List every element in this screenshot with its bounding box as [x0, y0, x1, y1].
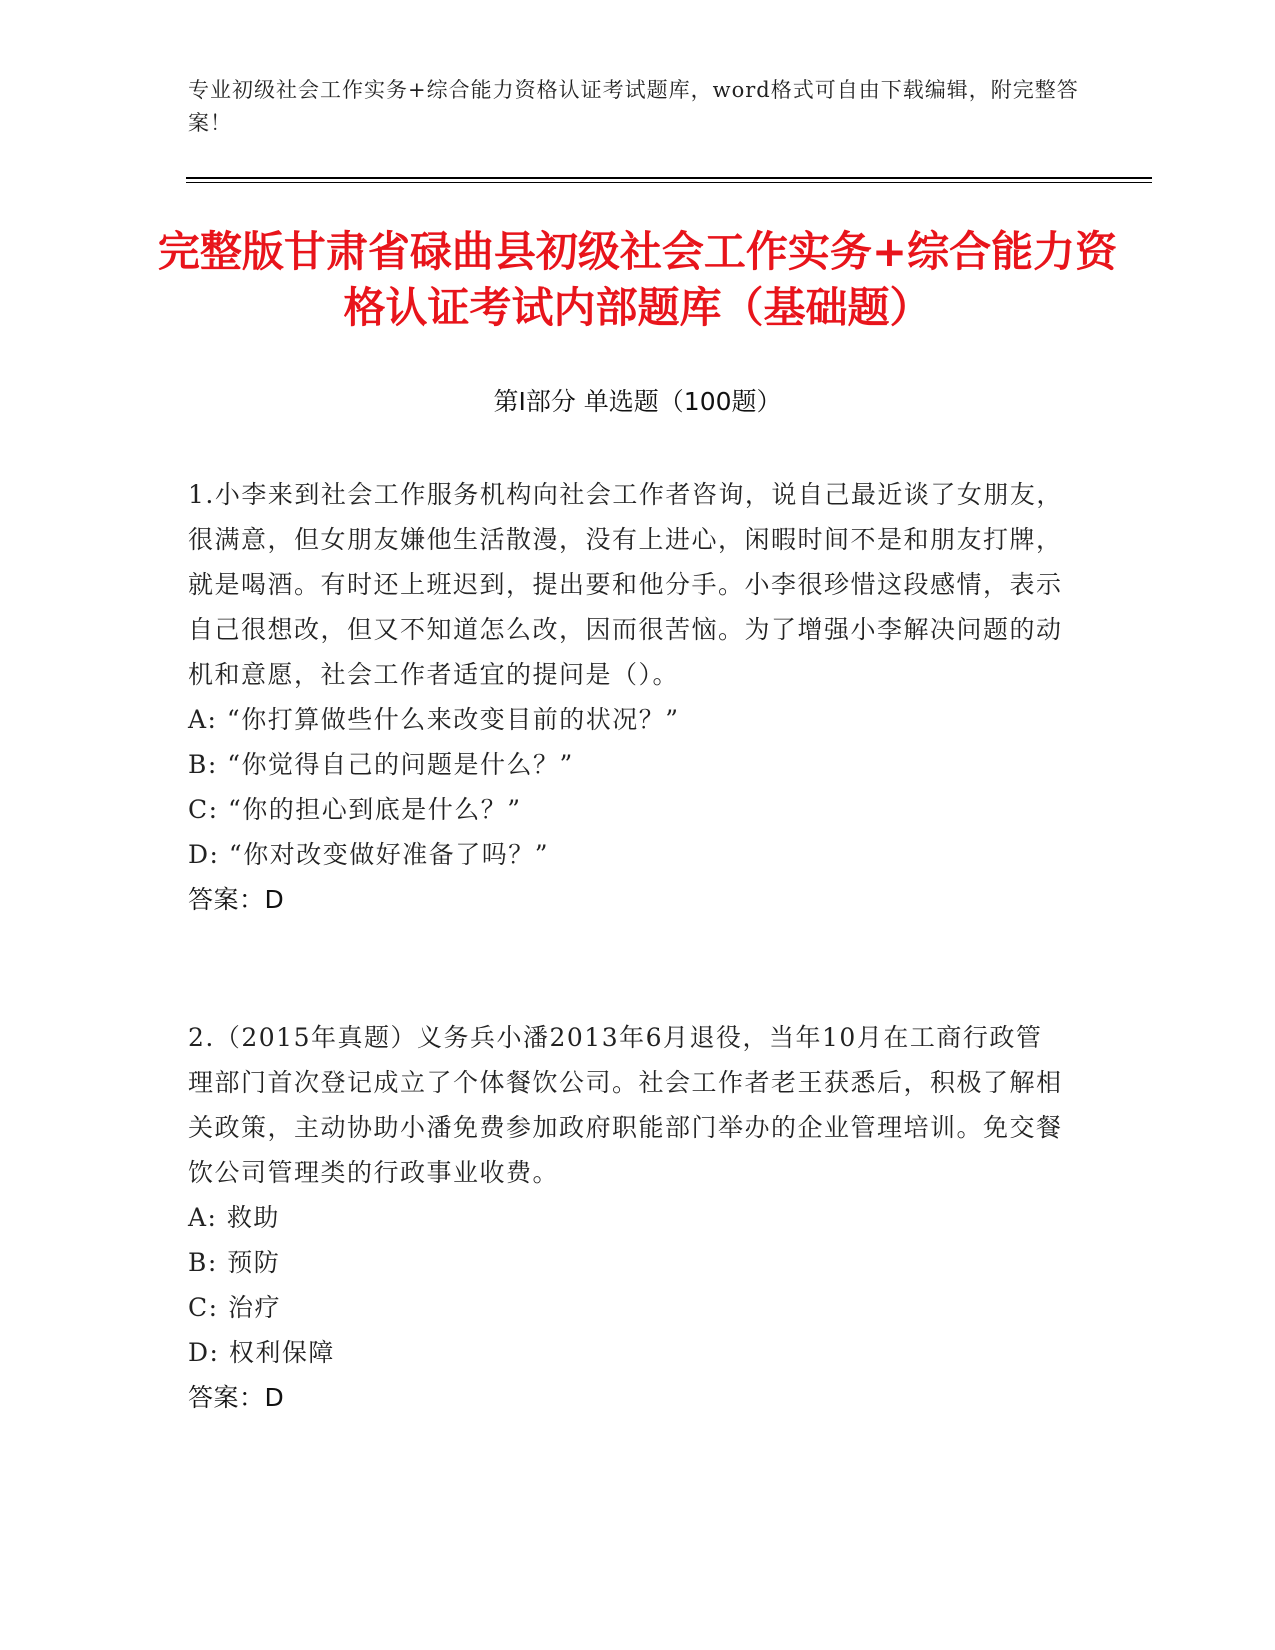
option-c: C: 治疗	[188, 1293, 281, 1322]
section-title: 第Ⅰ部分 单选题（100题）	[493, 387, 782, 416]
option-b: B: 预防	[188, 1248, 281, 1277]
answer-line: 答案：D	[188, 1383, 285, 1412]
option-b: B: “你觉得自己的问题是什么？”	[188, 750, 574, 779]
option-a: A: 救助	[188, 1203, 280, 1232]
header-divider-thick	[186, 177, 1152, 179]
option-c: C: “你的担心到底是什么？”	[188, 795, 522, 824]
question-1	[188, 472, 1068, 922]
option-d: D: 权利保障	[188, 1338, 335, 1367]
option-a: A: “你打算做些什么来改变目前的状况？”	[188, 705, 680, 734]
question-2	[188, 1015, 1068, 1420]
header-note: 专业初级社会工作实务+综合能力资格认证考试题库，word格式可自由下载编辑，附完整答案！	[188, 78, 1079, 135]
header-divider-thin	[186, 182, 1152, 183]
option-d: D: “你对改变做好准备了吗？”	[188, 840, 549, 869]
question-stem: 1.小李来到社会工作服务机构向社会工作者咨询，说自己最近谈了女朋友，很满意，但女朋友嫌他生活散漫，没有上进心，闲暇时间不是和朋友打牌，就是喝酒。有时还上班迟到，提出要和他分手。小李很珍惜这段感情，表示自己很想改，但又不知道怎么改，因而很苦恼。为了增强小李解决问题的动机和意愿，社会工作者适宜的提问是（）。	[188, 480, 1063, 689]
question-stem: 2.（2015年真题）义务兵小潘2013年6月退役，当年10月在工商行政管理部门首次登记成立了个体餐饮公司。社会工作者老王获悉后，积极了解相关政策，主动协助小潘免费参加政府职能部门举办的企业管理培训。免交餐饮公司管理类的行政事业收费。	[188, 1023, 1063, 1187]
document-title: 完整版甘肃省碌曲县初级社会工作实务+综合能力资格认证考试内部题库（基础题）	[157, 227, 1118, 332]
answer-line: 答案：D	[188, 885, 285, 914]
